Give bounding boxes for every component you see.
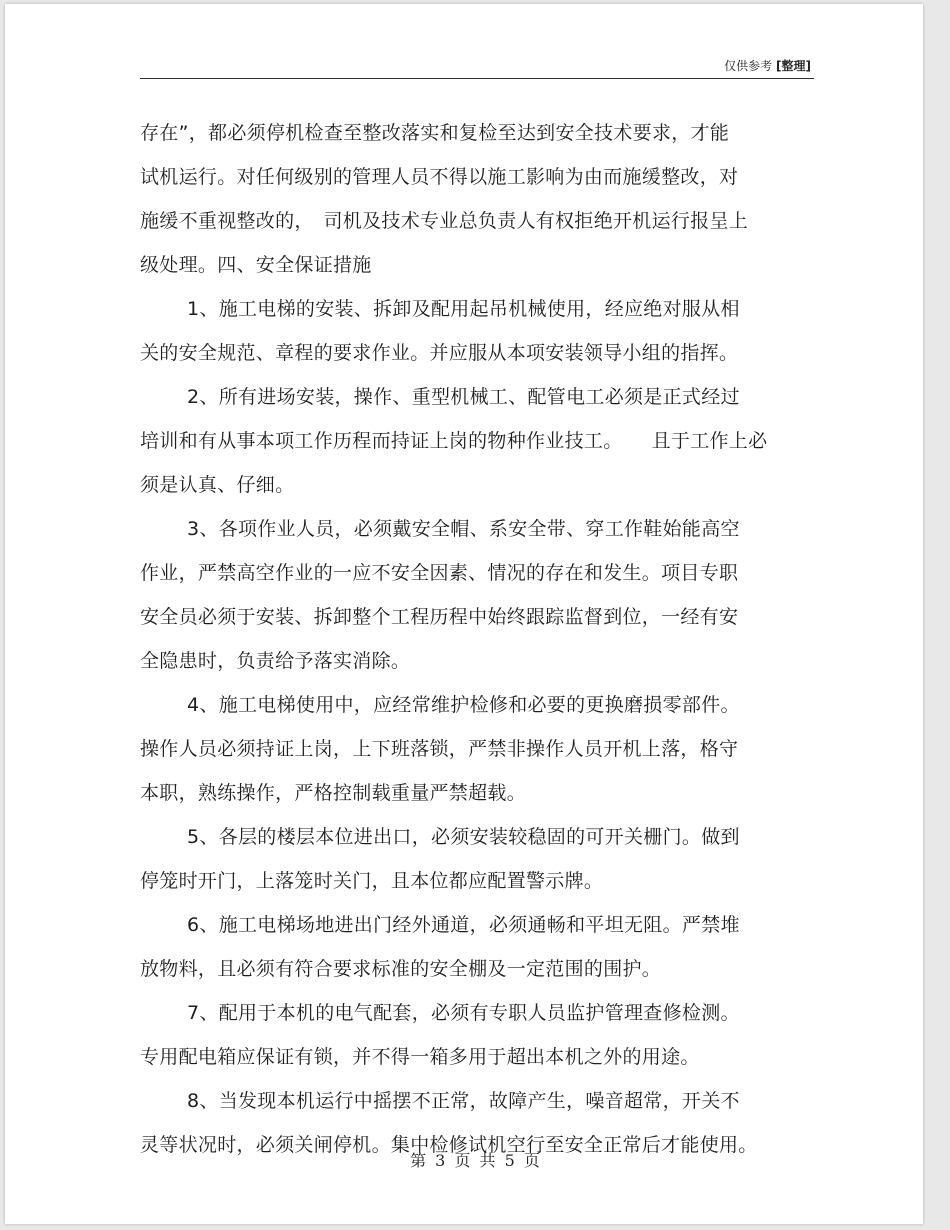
text-line: 本职，熟练操作，严格控制载重量严禁超载。 bbox=[140, 782, 527, 804]
text-line: 灵等状况时，必须关闸停机。集中检修试机空行至安全正常后才能使用。 bbox=[140, 1134, 758, 1156]
text-line: 5、各层的楼层本位进出口，必须安装较稳固的可开关栅门。做到 bbox=[187, 826, 740, 848]
text-line: 全隐患时，负责给予落实消除。 bbox=[140, 650, 411, 672]
document-body bbox=[140, 111, 820, 1167]
text-line: 2、所有进场安装，操作、重型机械工、配管电工必须是正式经过 bbox=[187, 386, 740, 408]
text-line: 关的安全规范、章程的要求作业。并应服从本项安装领导小组的指挥。 bbox=[140, 342, 739, 364]
page-header bbox=[724, 58, 811, 74]
document-page bbox=[5, 4, 923, 1224]
page-footer: 第 3 页 共 5 页 bbox=[410, 1151, 540, 1170]
text-line: 须是认真、仔细。 bbox=[140, 474, 295, 496]
text-line: 7、配用于本机的电气配套，必须有专职人员监护管理查修检测。 bbox=[187, 1002, 740, 1024]
text-line: 级处理。四、安全保证措施 bbox=[140, 254, 372, 276]
text-line: 8、当发现本机运行中摇摆不正常，故障产生，噪音超常，开关不 bbox=[187, 1090, 740, 1112]
text-line: 专用配电箱应保证有锁，并不得一箱多用于超出本机之外的用途。 bbox=[140, 1046, 700, 1068]
text-line: 作业，严禁高空作业的一应不安全因素、情况的存在和发生。项目专职 bbox=[140, 562, 739, 584]
text-line: 3、各项作业人员，必须戴安全帽、系安全带、穿工作鞋始能高空 bbox=[187, 518, 740, 540]
header-divider bbox=[140, 78, 814, 79]
text-line: 存在”，都必须停机检查至整改落实和复检至达到安全技术要求，才能 bbox=[140, 122, 730, 144]
text-line: 4、施工电梯使用中，应经常维护检修和必要的更换磨损零部件。 bbox=[187, 694, 740, 716]
text-line: 6、施工电梯场地进出门经外通道，必须通畅和平坦无阻。严禁堆 bbox=[187, 914, 740, 936]
text-line: 施缓不重视整改的， 司机及技术专业总负责人有权拒绝开机运行报呈上 bbox=[140, 210, 749, 232]
header-tag: [整理] bbox=[776, 59, 811, 73]
text-line: 1、施工电梯的安装、拆卸及配用起吊机械使用，经应绝对服从相 bbox=[187, 298, 740, 320]
text-line: 操作人员必须持证上岗，上下班落锁，严禁非操作人员开机上落，格守 bbox=[140, 738, 739, 760]
header-label: 仅供参考 bbox=[724, 59, 773, 73]
text-line: 停笼时开门，上落笼时关门，且本位都应配置警示牌。 bbox=[140, 870, 604, 892]
text-line: 放物料，且必须有符合要求标准的安全棚及一定范围的围护。 bbox=[140, 958, 662, 980]
text-line: 培训和有从事本项工作历程而持证上岗的物种作业技工。 且于工作上必 bbox=[140, 430, 768, 452]
text-line: 试机运行。对任何级别的管理人员不得以施工影响为由而施缓整改，对 bbox=[140, 166, 739, 188]
text-line: 安全员必须于安装、拆卸整个工程历程中始终跟踪监督到位，一经有安 bbox=[140, 606, 739, 628]
